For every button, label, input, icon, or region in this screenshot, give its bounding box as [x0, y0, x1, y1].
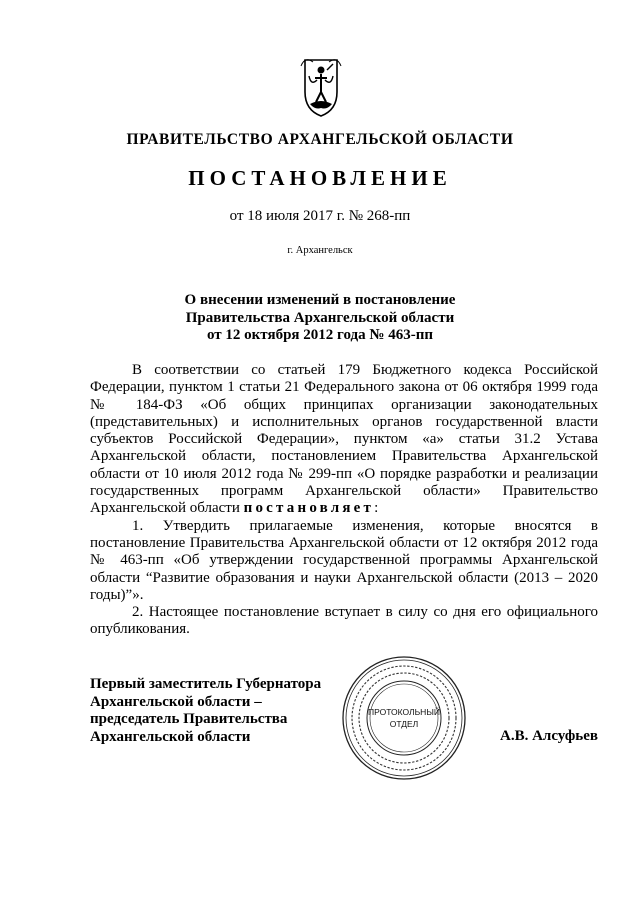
document-date-number: от 18 июля 2017 г. № 268-пп: [229, 208, 411, 224]
position-line: Архангельской области –: [90, 693, 262, 710]
signatory-name: А.В. Алсуфьев: [500, 728, 598, 744]
item-2-paragraph: 2. Настоящее постановление вступает в силу со дня его официального опубликования.: [90, 604, 598, 638]
title-line: от 12 октября 2012 года № 463-пп: [206, 327, 433, 343]
official-stamp: [341, 655, 467, 781]
item-1-paragraph: 1. Утвердить прилагаемые изменения, которые вносятся в постановление Правительства Архангельской области от 12 октября 2012 года № 463-пп «Об утверждении государственной программы Архангельской области “Развитие образования и науки Архангельской области (2013 – 2020 годы)”».: [90, 517, 598, 603]
coat-of-arms-icon: [297, 56, 345, 118]
document-title: [0, 292, 640, 345]
position-line: председатель Правительства: [90, 711, 288, 727]
preamble-text: В соответствии со статьей 179 Бюджетного кодекса Российской Федерации, пунктом 1 статьи 21 Федерального закона от 06 октября 1999 года № 184-ФЗ «Об общих принципах организации законодательных (представительных) и исполнительных органов государственной власти субъектов Российской Федерации», пунктом «а» статьи 31.2 Устава Архангельской области, постановлением Правительства Архангельской области от 10 июля 2012 года № 299-пп «О порядке разработки и реализации государственных программ Архангельской области» Правительство Архангельской области: [90, 362, 598, 517]
stamp-center-line: ОТДЕЛ: [389, 719, 419, 729]
title-line: Правительства Архангельской области: [185, 309, 455, 326]
stamp-center-line: ПРОТОКОЛЬНЫЙ: [368, 707, 440, 717]
title-line: О внесении изменений в постановление: [184, 292, 456, 308]
position-line: Первый заместитель Губернатора: [90, 676, 322, 692]
document-city: г. Архангельск: [287, 245, 353, 256]
document-type: ПОСТАНОВЛЕНИЕ: [188, 166, 452, 190]
decree-word: постановляет: [243, 500, 375, 517]
preamble-paragraph: [90, 362, 598, 518]
government-name: ПРАВИТЕЛЬСТВО АРХАНГЕЛЬСКОЙ ОБЛАСТИ: [126, 131, 514, 148]
signatory-position: [90, 676, 350, 746]
decree-colon: :: [374, 500, 379, 517]
position-line: Архангельской области: [90, 728, 251, 745]
document-body: [90, 362, 598, 639]
